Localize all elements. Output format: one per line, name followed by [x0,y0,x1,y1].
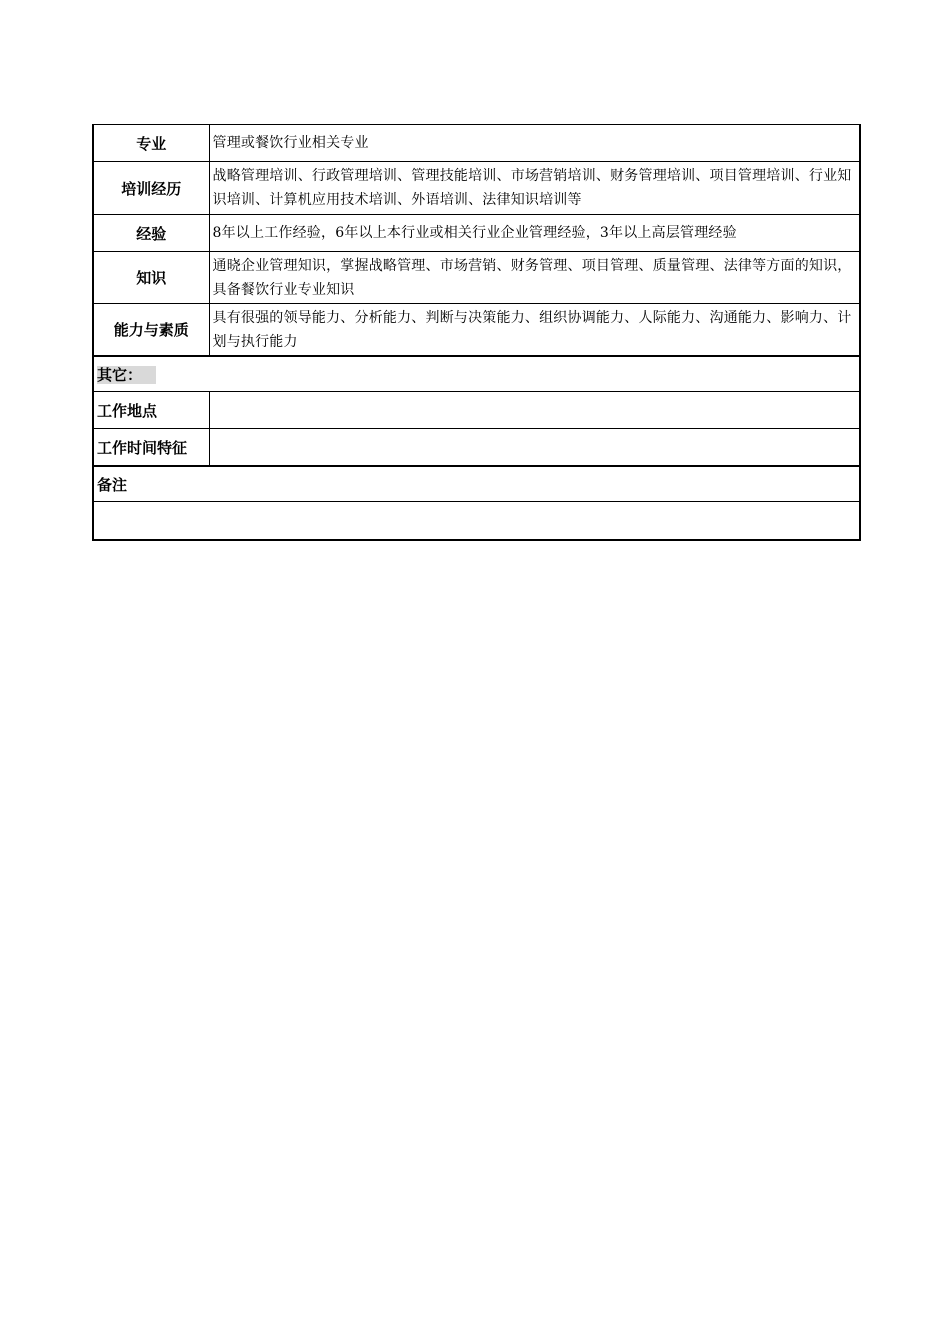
remarks-section-heading: 备注 [97,475,128,494]
remarks-value [93,502,860,541]
ability-value: 具有很强的领导能力、分析能力、判断与决策能力、组织协调能力、人际能力、沟通能力、影响力、计划与执行能力 [209,304,860,357]
other-section-heading: 其它： [97,366,156,384]
knowledge-label: 知识 [93,252,209,304]
table-row [93,392,860,429]
remarks-section-cell [93,466,860,502]
table-row [93,215,860,252]
training-value: 战略管理培训、行政管理培训、管理技能培训、市场营销培训、财务管理培训、项目管理培训、行业知识培训、计算机应用技术培训、外语培训、法律知识培训等 [209,162,860,215]
training-label: 培训经历 [93,162,209,215]
table-row [93,304,860,357]
other-section-cell [93,356,860,392]
table-row [93,429,860,467]
other-section-row [93,356,860,392]
remarks-section-row [93,466,860,502]
work-time-value [209,429,860,467]
work-location-label: 工作地点 [93,392,209,429]
ability-label: 能力与素质 [93,304,209,357]
experience-value: 8年以上工作经验，6年以上本行业或相关行业企业管理经验，3年以上高层管理经验 [209,215,860,252]
knowledge-value: 通晓企业管理知识，掌握战略管理、市场营销、财务管理、项目管理、质量管理、法律等方面的知识，具备餐饮行业专业知识 [209,252,860,304]
table-row [93,162,860,215]
table-row [93,252,860,304]
work-time-label: 工作时间特征 [93,429,209,467]
major-value: 管理或餐饮行业相关专业 [209,125,860,162]
work-location-value [209,392,860,429]
job-requirements-table [92,124,861,541]
experience-label: 经验 [93,215,209,252]
major-label: 专业 [93,125,209,162]
table-row [93,125,860,162]
table-row [93,502,860,541]
